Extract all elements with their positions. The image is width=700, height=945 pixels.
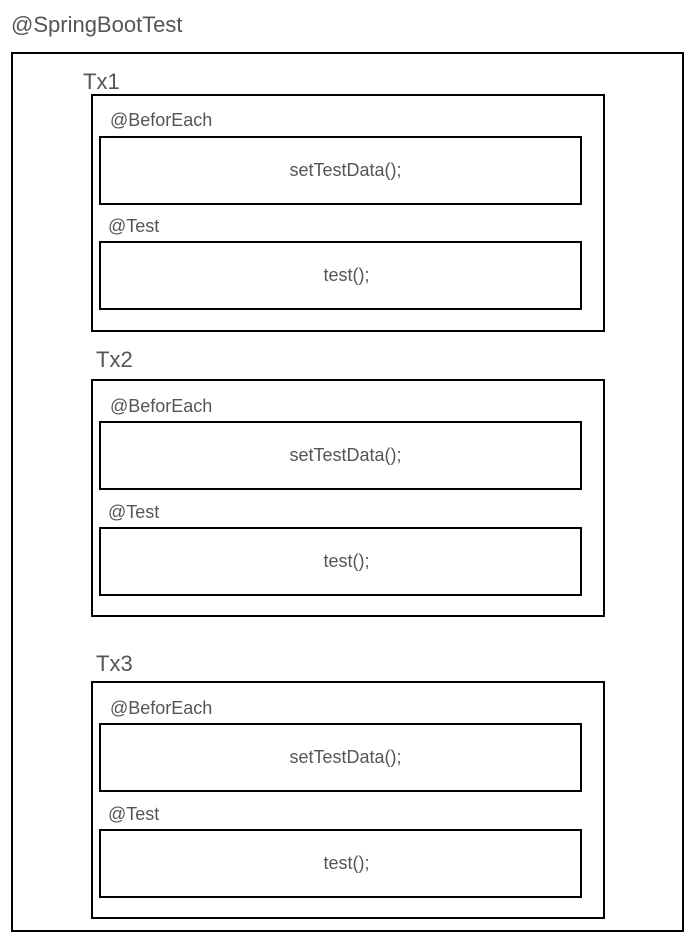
- tx3-before-each-annotation: @BeforEach: [110, 698, 213, 718]
- tx3-test-call: test();: [323, 853, 370, 873]
- tx2-before-each-annotation: @BeforEach: [110, 396, 213, 416]
- tx2-test-box: [99, 527, 582, 596]
- tx2-setup-box: [99, 421, 582, 490]
- tx3-label: Tx3: [96, 651, 133, 676]
- tx1-label: Tx1: [83, 69, 120, 94]
- tx3-test-annotation: @Test: [108, 804, 160, 824]
- tx2-label: Tx2: [96, 347, 133, 372]
- tx1-test-annotation: @Test: [108, 216, 160, 236]
- tx2-test-annotation: @Test: [108, 502, 160, 522]
- tx2-setup-call: setTestData();: [289, 445, 402, 465]
- tx2-test-call: test();: [323, 551, 370, 571]
- tx1-test-box: [99, 241, 582, 310]
- diagram-title: @SpringBootTest: [11, 12, 183, 37]
- tx1-test-call: test();: [323, 265, 370, 285]
- tx3-test-box: [99, 829, 582, 898]
- tx1-before-each-annotation: @BeforEach: [110, 110, 213, 130]
- tx1-setup-call: setTestData();: [289, 160, 402, 180]
- tx3-setup-call: setTestData();: [289, 747, 402, 767]
- tx3-setup-box: [99, 723, 582, 792]
- tx1-setup-box: [99, 136, 582, 205]
